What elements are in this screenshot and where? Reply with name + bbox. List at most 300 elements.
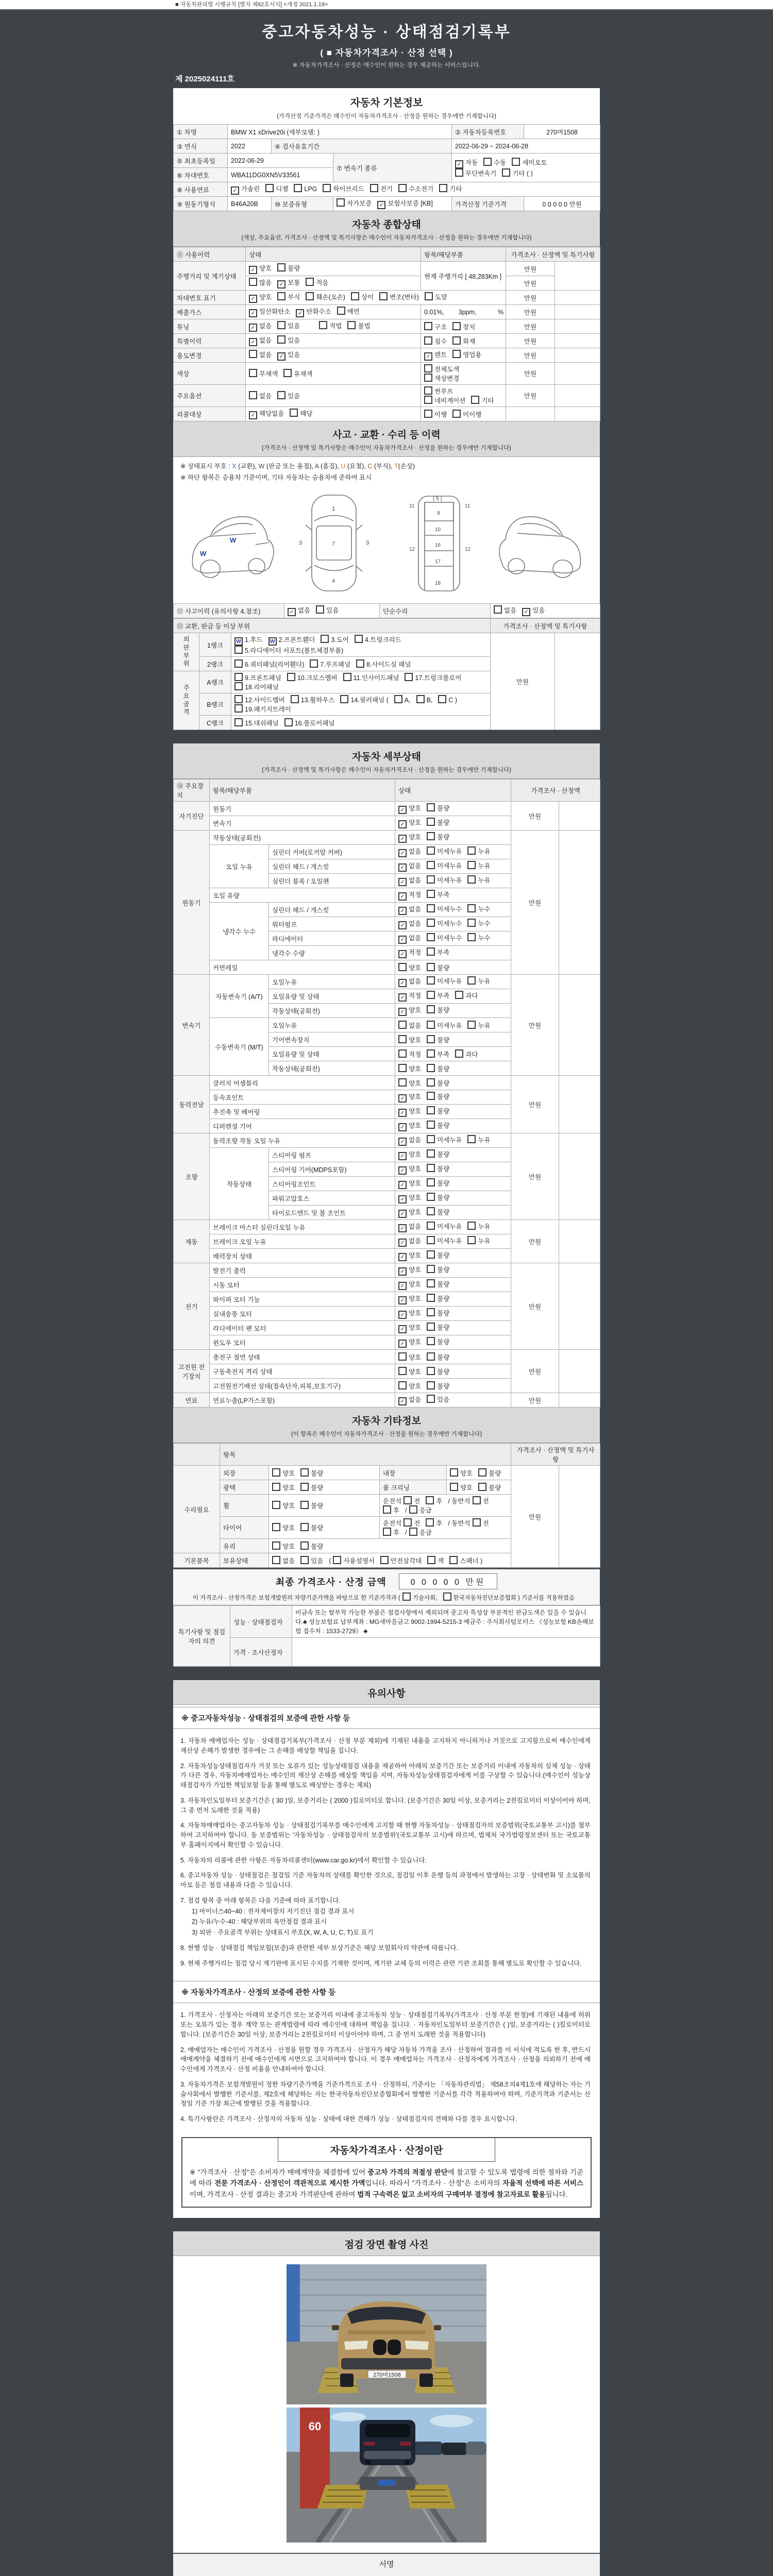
checkbox[interactable] <box>478 1483 486 1491</box>
checkbox[interactable] <box>427 1265 435 1273</box>
checkbox[interactable] <box>427 890 435 898</box>
checkbox[interactable] <box>452 322 461 330</box>
svg-text:18: 18 <box>435 581 441 586</box>
checkbox[interactable] <box>300 1501 309 1509</box>
checkbox[interactable] <box>427 803 435 811</box>
checkbox[interactable] <box>427 1049 435 1058</box>
checkbox[interactable]: ✓ <box>398 921 407 929</box>
checkbox[interactable] <box>467 1021 476 1029</box>
checkbox[interactable] <box>234 704 243 713</box>
checkbox[interactable]: ✓ <box>398 820 407 828</box>
checkbox[interactable]: ✓ <box>249 309 257 317</box>
checkbox[interactable]: ✓ <box>398 1340 407 1348</box>
checkbox[interactable] <box>427 1323 435 1331</box>
checkbox[interactable] <box>439 184 447 192</box>
checkbox[interactable] <box>249 278 257 286</box>
item-cell: 작동상태(공회전) <box>269 1004 395 1018</box>
checkbox[interactable] <box>272 1556 280 1564</box>
notice-item: 5. 자동차의 리콜에 관한 사항은 자동차리콜센터(www.car.go.kr)에서 확인할 수 있습니다. <box>180 1856 427 1864</box>
price-cell: 만원 <box>506 363 555 385</box>
item-cell: 파워고압호스 <box>269 1191 395 1206</box>
checkbox-label: 안전삼각대 <box>390 1557 422 1565</box>
checkbox[interactable] <box>502 168 510 177</box>
checkbox[interactable] <box>467 976 476 985</box>
checkbox[interactable] <box>310 659 318 668</box>
checkbox[interactable] <box>416 695 425 703</box>
checkbox[interactable] <box>402 1592 411 1601</box>
checkbox[interactable] <box>347 321 356 329</box>
accident-title: 사고 · 교환 · 수리 등 이력 <box>332 430 441 440</box>
checkbox[interactable] <box>449 1556 458 1564</box>
checkbox[interactable] <box>394 695 402 703</box>
checkbox[interactable] <box>283 369 292 377</box>
checkbox[interactable] <box>272 1541 280 1550</box>
checkbox[interactable]: ✓ <box>398 1325 407 1333</box>
checkbox[interactable] <box>427 1279 435 1287</box>
checkbox[interactable] <box>265 184 274 192</box>
checkbox[interactable]: W <box>234 637 243 646</box>
note-cell <box>559 1220 600 1263</box>
checkbox[interactable] <box>356 659 364 668</box>
checkbox[interactable] <box>277 321 285 329</box>
checkbox[interactable] <box>426 1518 434 1527</box>
checkbox[interactable]: ✓ <box>398 1094 407 1103</box>
checkbox[interactable] <box>290 409 298 417</box>
overall-note: (색상, 주요옵션, 가격조사 · 산정액 및 특기사항은 매수인이 자동차가격조사 · 산정을 원하는 경우에만 기재합니다) <box>241 235 532 241</box>
checkbox[interactable]: ✓ <box>398 1224 407 1232</box>
checkbox[interactable]: ✓ <box>398 1239 407 1247</box>
checkbox[interactable] <box>277 292 285 300</box>
checkbox[interactable] <box>427 818 435 826</box>
checkbox[interactable]: ✓ <box>398 1008 407 1016</box>
checkbox[interactable]: ✓ <box>398 1166 407 1175</box>
row-mileage-state1 <box>246 262 421 276</box>
checkbox[interactable]: ✓ <box>398 1267 407 1276</box>
checkbox[interactable] <box>427 832 435 840</box>
frame-label: 주요골격 <box>174 671 199 730</box>
row-mileage-state2 <box>246 276 421 291</box>
simple-repair-label: 단순수리 <box>380 604 491 618</box>
checkbox[interactable] <box>398 1035 407 1043</box>
overall-table <box>173 247 600 421</box>
checkbox[interactable] <box>291 695 299 703</box>
checkbox[interactable] <box>272 1501 280 1509</box>
checkbox[interactable] <box>467 1236 476 1244</box>
checkbox[interactable] <box>452 350 461 358</box>
checkbox[interactable] <box>427 947 435 956</box>
checkbox[interactable] <box>383 1505 391 1514</box>
checkbox[interactable] <box>427 1250 435 1259</box>
price-cell: 만원 <box>511 831 559 975</box>
device-group-label: 동력전달 <box>174 1076 210 1133</box>
checkbox[interactable]: ✓ <box>398 907 407 915</box>
svg-text:12: 12 <box>409 547 415 552</box>
checkbox[interactable] <box>427 1294 435 1302</box>
section-divider <box>173 730 600 743</box>
item-cell: 윈도우 모터 <box>210 1335 395 1350</box>
checkbox[interactable] <box>249 369 257 377</box>
checkbox[interactable] <box>467 861 476 869</box>
checkbox-label: 누유 <box>478 877 491 884</box>
checkbox[interactable] <box>427 1121 435 1129</box>
checkbox[interactable] <box>478 1468 486 1477</box>
checkbox[interactable] <box>426 1496 434 1504</box>
checkbox[interactable] <box>272 1468 280 1477</box>
note-cell <box>559 1350 600 1393</box>
checkbox[interactable] <box>333 1556 341 1564</box>
checkbox[interactable] <box>277 263 285 272</box>
item-cell: 브레이크 마스터 실린더오일 누유 <box>210 1220 395 1234</box>
checkbox-label: 없음 <box>259 337 272 344</box>
checkbox[interactable] <box>409 1505 417 1514</box>
checkbox[interactable] <box>427 904 435 912</box>
item-cell: 작동상태(공회전) <box>269 1061 395 1076</box>
checkbox[interactable] <box>427 1381 435 1389</box>
checkbox[interactable] <box>467 875 476 884</box>
checkbox[interactable] <box>355 635 363 643</box>
device-group-label: 원동기 <box>174 831 210 975</box>
checkbox[interactable] <box>427 1337 435 1345</box>
exchange-price-col: 가격조사 · 산정액 및 특기사항 <box>491 619 600 633</box>
checkbox-label: B, <box>426 697 433 704</box>
checkbox[interactable] <box>427 1178 435 1187</box>
row-recall-state <box>246 407 421 421</box>
checkbox-label: 해당 <box>300 410 313 417</box>
checkbox-label: 이행 <box>434 411 447 418</box>
checkbox[interactable] <box>300 1468 309 1477</box>
checkbox[interactable]: ✓ <box>398 1282 407 1290</box>
checkbox[interactable]: ✓ <box>249 324 257 332</box>
checkbox[interactable] <box>455 991 463 999</box>
checkbox-label: 불량 <box>437 1065 450 1073</box>
checkbox[interactable] <box>427 1367 435 1375</box>
checkbox[interactable]: ✓ <box>398 806 407 814</box>
checkbox[interactable]: ✓ <box>398 892 407 901</box>
checkbox[interactable]: ✓ <box>398 1311 407 1319</box>
checkbox[interactable] <box>234 646 243 654</box>
checkbox[interactable] <box>427 1106 435 1114</box>
checkbox[interactable] <box>323 184 331 192</box>
checkbox[interactable] <box>450 1483 458 1491</box>
checkbox[interactable]: ✓ <box>277 280 285 289</box>
checkbox[interactable]: ✓ <box>398 1195 407 1204</box>
checkbox-label: 없음 <box>409 1137 422 1144</box>
checkbox[interactable]: ✓ <box>398 1181 407 1189</box>
basic-info-note: (가격산정 기준가격은 매수인이 자동차가격조사 · 산정을 원하는 경우에만 기재합니다) <box>277 113 496 120</box>
checkbox[interactable] <box>234 659 243 668</box>
checkbox[interactable] <box>321 635 329 643</box>
checkbox[interactable] <box>319 321 327 329</box>
checkbox[interactable] <box>427 963 435 971</box>
checkbox[interactable] <box>284 718 293 726</box>
checkbox-label: 있음 <box>326 607 339 614</box>
state-cell <box>395 1076 511 1090</box>
checkbox-label: 영업용 <box>463 351 482 359</box>
checkbox[interactable] <box>398 184 407 192</box>
checkbox-label: 적음 <box>316 279 329 286</box>
checkbox[interactable] <box>427 1395 435 1403</box>
checkbox-label: 후 <box>436 1498 443 1505</box>
etc-exterior-state <box>269 1466 380 1480</box>
checkbox[interactable]: W <box>268 637 277 646</box>
checkbox[interactable] <box>473 1518 481 1527</box>
checkbox[interactable] <box>234 682 243 690</box>
checkbox[interactable] <box>427 991 435 999</box>
checkbox[interactable]: ✓ <box>398 1138 407 1146</box>
checkbox[interactable]: ✓ <box>398 936 407 944</box>
price-cell: 만원 <box>506 319 555 334</box>
checkbox[interactable] <box>471 396 479 404</box>
checkbox-label: 6.쿼터패널(리어휀다) <box>245 660 305 668</box>
checkbox[interactable] <box>277 335 285 344</box>
checkbox-label: 불량 <box>311 1524 324 1532</box>
checkbox[interactable] <box>409 1528 417 1536</box>
checkbox-label: 기술사회, <box>412 1595 438 1601</box>
final-price-value: 0 0 0 0 0 만원 <box>399 1573 498 1589</box>
checkbox[interactable] <box>427 846 435 855</box>
checkbox[interactable] <box>424 336 432 345</box>
checkbox[interactable] <box>427 1207 435 1215</box>
checkbox[interactable]: ✓ <box>249 338 257 346</box>
checkbox[interactable] <box>427 861 435 869</box>
checkbox[interactable] <box>337 198 345 207</box>
checkbox[interactable] <box>405 673 413 681</box>
checkbox[interactable] <box>427 933 435 941</box>
checkbox[interactable] <box>340 695 348 703</box>
checkbox[interactable] <box>427 1092 435 1100</box>
signature-title: 서명 <box>379 2560 394 2569</box>
field-fuel-label: ⑧ 사용연료 <box>174 182 228 197</box>
checkbox[interactable] <box>427 1021 435 1029</box>
checkbox[interactable] <box>467 904 476 912</box>
checkbox[interactable] <box>473 1496 481 1504</box>
checkbox[interactable] <box>306 278 314 286</box>
basic-info-section <box>173 88 600 124</box>
checkbox[interactable] <box>294 184 302 192</box>
checkbox[interactable] <box>427 919 435 927</box>
checkbox[interactable] <box>398 1352 407 1361</box>
checkbox[interactable]: ✓ <box>398 1397 407 1405</box>
checkbox[interactable] <box>300 1483 309 1491</box>
row-vin-label: 차대번호 표기 <box>174 291 246 305</box>
price-cell: 만원 <box>511 1133 559 1220</box>
checkbox[interactable] <box>398 963 407 971</box>
checkbox[interactable] <box>424 374 432 382</box>
checkbox[interactable] <box>427 1035 435 1043</box>
checkbox[interactable] <box>427 875 435 884</box>
checkbox[interactable]: ✓ <box>398 1152 407 1160</box>
checkbox[interactable] <box>452 410 461 418</box>
state-cell <box>395 946 511 960</box>
checkbox[interactable] <box>427 1164 435 1172</box>
checkbox[interactable] <box>427 1352 435 1361</box>
checkbox[interactable] <box>398 1367 407 1375</box>
checkbox[interactable]: ✓ <box>296 309 304 317</box>
checkbox[interactable] <box>272 1483 280 1491</box>
field-car-name-value: BMW X1 xDrive20i (세부모델: ) <box>228 125 452 139</box>
checkbox[interactable] <box>427 1193 435 1201</box>
notice-subitem: 1) 마이너스40~40 : 전자제어장치 자기진단 점검 결과 표시 <box>192 1907 355 1915</box>
state-cell <box>395 1234 511 1249</box>
checkbox[interactable] <box>483 158 492 166</box>
checkbox[interactable]: ✓ <box>249 295 257 303</box>
checkbox[interactable] <box>455 168 463 177</box>
checkbox-label: 스패너 <box>460 1557 479 1565</box>
checkbox[interactable] <box>427 1078 435 1087</box>
checkbox[interactable]: ✓ <box>398 835 407 843</box>
checkbox-label: 불량 <box>288 265 300 272</box>
checkbox[interactable] <box>404 1518 412 1527</box>
checkbox[interactable] <box>467 933 476 941</box>
checkbox[interactable]: ✓ <box>522 608 530 616</box>
etc-tire-detail: 운전석 전 후 / 동반석 전후 / 응급 <box>380 1517 511 1539</box>
checkbox[interactable] <box>343 673 351 681</box>
checkbox[interactable] <box>337 307 345 315</box>
checkbox[interactable] <box>424 364 432 372</box>
checkbox[interactable]: ✓ <box>249 411 257 419</box>
checkbox[interactable] <box>404 1496 412 1504</box>
checkbox[interactable]: ✓ <box>398 878 407 886</box>
checkbox-label: 없음 <box>409 978 422 985</box>
state-cell <box>395 888 511 903</box>
checkbox-label: 네비게이션 <box>434 397 466 404</box>
checkbox-label: 양호 <box>409 1209 422 1216</box>
checkbox[interactable]: ✓ <box>277 352 285 361</box>
inspector-opinion-label: 성능 · 상태점검자 <box>230 1606 292 1638</box>
checkbox-label: 미세누유 <box>437 1238 462 1245</box>
checkbox[interactable] <box>300 1556 309 1564</box>
notice-item: 8. 현행 성능 · 상태점검 책임보험(보증)과 관련한 세부 보상기준은 해당 보험회사의 약관에 따릅니다. <box>180 1944 458 1952</box>
checkbox-label: 양호 <box>409 1382 422 1390</box>
checkbox[interactable] <box>379 292 388 300</box>
item-cell: 오일유량 및 상태 <box>269 989 395 1004</box>
checkbox[interactable] <box>383 1528 391 1536</box>
checkbox-label: 불량 <box>437 1266 450 1274</box>
checkbox[interactable] <box>467 1222 476 1230</box>
checkbox[interactable]: ✓ <box>288 608 296 616</box>
checkbox[interactable] <box>249 350 257 358</box>
checkbox[interactable] <box>287 673 295 681</box>
checkbox[interactable] <box>427 1236 435 1244</box>
checkbox[interactable]: ✓ <box>398 863 407 872</box>
checkbox[interactable] <box>467 846 476 855</box>
checkbox[interactable] <box>300 1523 309 1531</box>
checkbox[interactable] <box>249 391 257 399</box>
checkbox[interactable] <box>427 1556 435 1564</box>
checkbox[interactable] <box>234 673 243 681</box>
document-subtitle-note: ※ 자동차가격조사 · 산정은 매수인이 원하는 경우 제공하는 서비스입니다. <box>292 62 481 69</box>
checkbox[interactable]: ✓ <box>398 993 407 1002</box>
checkbox-label: 누유 <box>478 1022 491 1029</box>
checkbox[interactable]: ✓ <box>398 1123 407 1131</box>
checkbox[interactable] <box>424 322 432 330</box>
etc-price-cell: 만원 <box>511 1466 559 1568</box>
checkbox[interactable] <box>424 396 432 404</box>
row-usage-label: 용도변경 <box>174 348 246 363</box>
checkbox[interactable] <box>427 1308 435 1316</box>
checkbox[interactable] <box>512 158 520 166</box>
checkbox[interactable] <box>438 695 446 703</box>
checkbox[interactable] <box>277 391 285 399</box>
checkbox[interactable]: ✓ <box>249 266 257 274</box>
checkbox[interactable]: ✓ <box>398 849 407 857</box>
checkbox[interactable] <box>427 1135 435 1143</box>
checkbox[interactable] <box>300 1541 309 1550</box>
state-cell <box>395 1307 511 1321</box>
checkbox[interactable] <box>398 1381 407 1389</box>
checkbox[interactable]: ✓ <box>398 950 407 958</box>
etc-tire-label: 타이어 <box>220 1517 269 1539</box>
checkbox-label: 누수 <box>478 920 491 927</box>
checkbox-label: 유채색 <box>294 370 313 378</box>
checkbox[interactable] <box>467 919 476 927</box>
checkbox[interactable]: ✓ <box>398 1109 407 1117</box>
checkbox[interactable] <box>427 1064 435 1072</box>
checkbox[interactable] <box>467 1135 476 1143</box>
checkbox[interactable]: ✓ <box>231 187 239 195</box>
checkbox[interactable] <box>427 1149 435 1158</box>
checkbox[interactable] <box>427 1222 435 1230</box>
state-cell <box>395 859 511 874</box>
checkbox[interactable]: ✓ <box>424 352 432 361</box>
checkbox[interactable] <box>425 292 433 300</box>
item-cell: 와이퍼 모터 기능 <box>210 1292 395 1307</box>
checkbox[interactable]: ✓ <box>398 979 407 987</box>
checkbox[interactable] <box>398 1064 407 1072</box>
checkbox[interactable] <box>234 718 243 726</box>
checkbox[interactable] <box>272 1523 280 1531</box>
item-cell: 타이로드엔드 및 볼 조인트 <box>269 1206 395 1220</box>
checkbox[interactable] <box>450 1468 458 1477</box>
checkbox[interactable] <box>427 1005 435 1013</box>
checkbox[interactable]: ✓ <box>398 1253 407 1261</box>
checkbox[interactable] <box>398 1021 407 1029</box>
checkbox[interactable] <box>234 695 243 703</box>
checkbox[interactable] <box>424 410 432 418</box>
checkbox[interactable] <box>398 1049 407 1058</box>
overall-section-band <box>173 211 600 247</box>
checkbox[interactable] <box>494 605 502 614</box>
checkbox-label: 누유 <box>478 848 491 855</box>
checkbox[interactable]: ✓ <box>455 160 463 168</box>
state-cell <box>395 989 511 1004</box>
checkbox[interactable] <box>452 336 461 345</box>
checkbox[interactable] <box>424 386 432 395</box>
checkbox-label: 부족 <box>437 1050 450 1058</box>
item-cell: 실린더 커버(로커암 커버) <box>269 845 395 859</box>
checkbox[interactable] <box>427 976 435 985</box>
checkbox-label: 양호 <box>282 1543 295 1550</box>
checkbox[interactable] <box>351 292 359 300</box>
notice-item: 4. 자동차매매업자는 중고자동차 성능 · 상태점검기록부를 매수인에게 고지할 때 현행 자동차성능 · 상태점검자의 보증범위(국토교통부 고시)를 첨부하여 고지하여야 합니다. 동 보증범위는 '자동차성능 · 상태점검자의 보증범위'(국토교통부 고시)에 따르며, 법제처 국가법령정보센터 또는 국토교통부 홈페이지에서 확인할 수 있습니다. <box>180 1822 591 1849</box>
row-color-label: 색상 <box>174 363 246 385</box>
checkbox[interactable] <box>380 1556 389 1564</box>
checkbox[interactable]: ✓ <box>398 1210 407 1218</box>
checkbox[interactable] <box>398 1078 407 1087</box>
checkbox-label: 구조 <box>434 323 447 331</box>
checkbox[interactable]: ✓ <box>377 201 385 209</box>
checkbox-label: 변조(변타) <box>390 294 419 301</box>
checkbox[interactable] <box>370 184 378 192</box>
checkbox[interactable] <box>316 605 324 614</box>
checkbox[interactable]: ✓ <box>398 1296 407 1304</box>
checkbox[interactable] <box>455 1049 463 1058</box>
overall-col-price: 가격조사 · 산정액 및 특기사항 <box>506 247 600 262</box>
checkbox[interactable] <box>443 1592 451 1601</box>
checkbox[interactable] <box>306 292 314 300</box>
checkbox-label: 있음 <box>288 323 300 330</box>
car-diagram-top-view <box>283 489 384 598</box>
